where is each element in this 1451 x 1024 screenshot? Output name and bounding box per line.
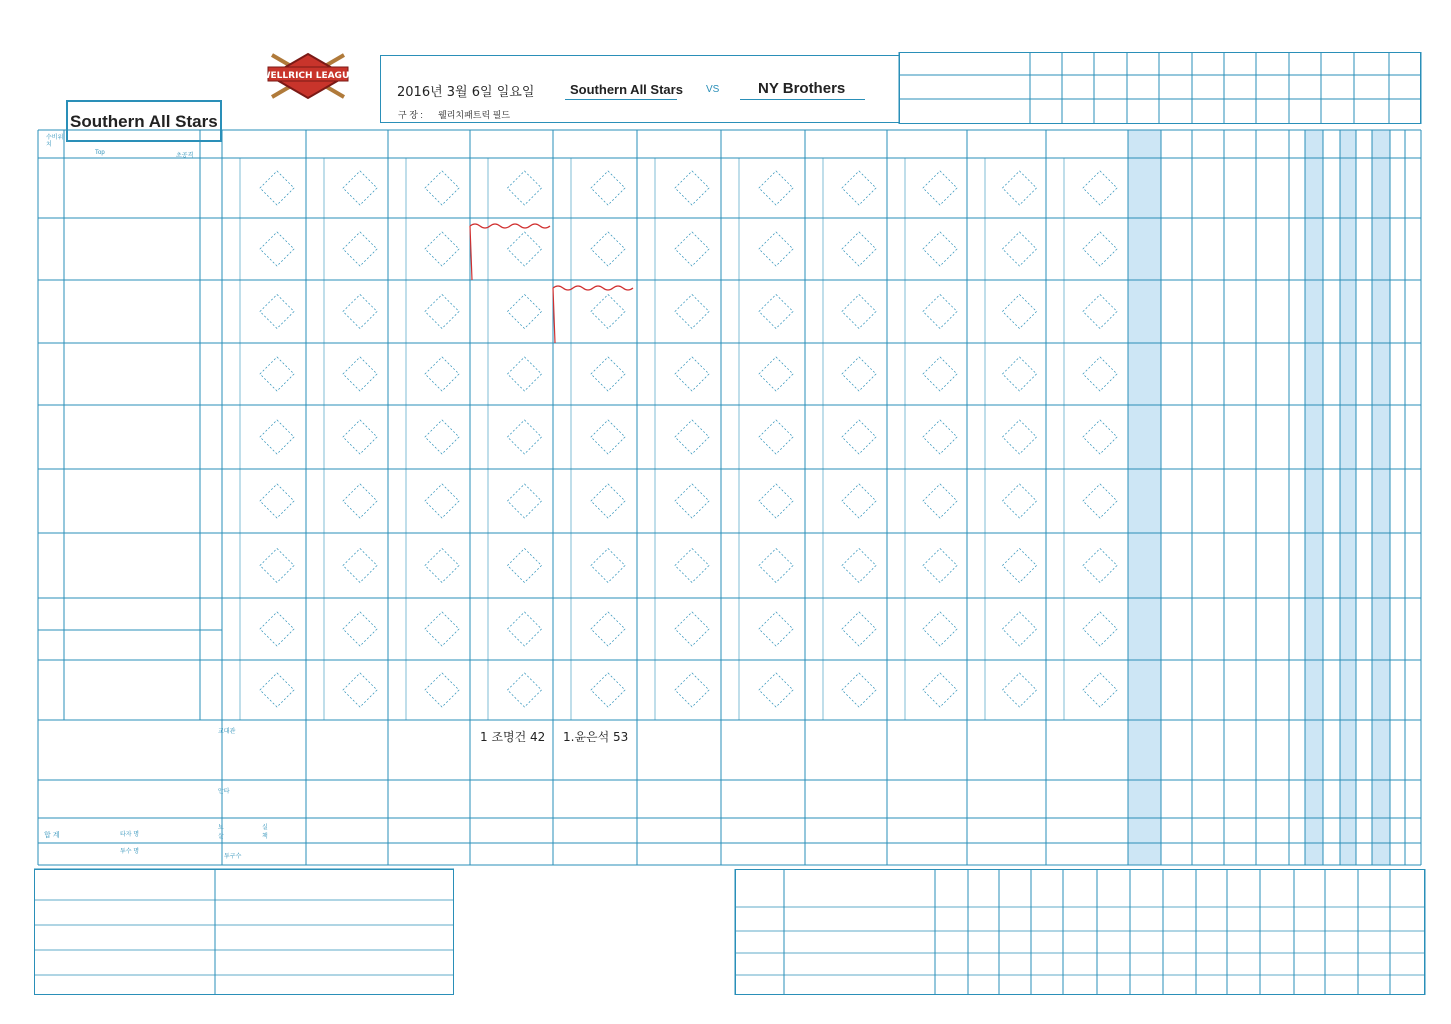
game-date: 2016년 3월 6일 일요일 (397, 85, 535, 100)
batter-row[interactable] (40, 633, 1420, 661)
hits-label: 안타 (218, 789, 230, 795)
home-team-name: Southern All Stars (570, 82, 683, 97)
stadium-label: 구 장 : (398, 110, 423, 120)
pitches-label: 투구수 (224, 854, 242, 860)
pitcher-row[interactable] (0, 954, 1451, 974)
stadium-name: 웰리치패트릭 필드 (438, 110, 511, 120)
batter-row[interactable] (40, 603, 1420, 631)
vs-label: VS (706, 84, 720, 95)
batter-row[interactable] (40, 352, 1420, 380)
pitcher-change-1: 1 조명건 42 (480, 730, 546, 744)
subs-label: 교대관 (218, 729, 236, 735)
offense-label: 초공격 (176, 153, 194, 159)
position-label: 수비위치 (46, 135, 64, 148)
batter-row[interactable] (40, 290, 1420, 318)
away-team-name: NY Brothers (758, 80, 846, 97)
batter-row[interactable] (40, 226, 1420, 254)
totals-pitcher-label: 투수 명 (120, 849, 140, 855)
totals-label: 합 계 (44, 832, 60, 839)
walks-label: 보살 (218, 825, 224, 840)
pitcher-row[interactable] (0, 910, 1451, 930)
batter-row[interactable] (40, 165, 1420, 193)
batting-team-title: Southern All Stars (70, 112, 218, 131)
batter-row[interactable] (40, 542, 1420, 570)
errors-label: 실책 (262, 825, 268, 840)
top-label: Top (95, 150, 105, 156)
totals-batter-label: 타자 명 (120, 832, 140, 838)
batter-row[interactable] (40, 668, 1420, 696)
batter-row[interactable] (40, 480, 1420, 508)
pitcher-row[interactable] (0, 932, 1451, 952)
pitcher-change-2: 1.윤은석 53 (563, 730, 629, 744)
logo-text: WELLRICH LEAGUE (262, 71, 354, 81)
batter-row[interactable] (40, 415, 1420, 443)
